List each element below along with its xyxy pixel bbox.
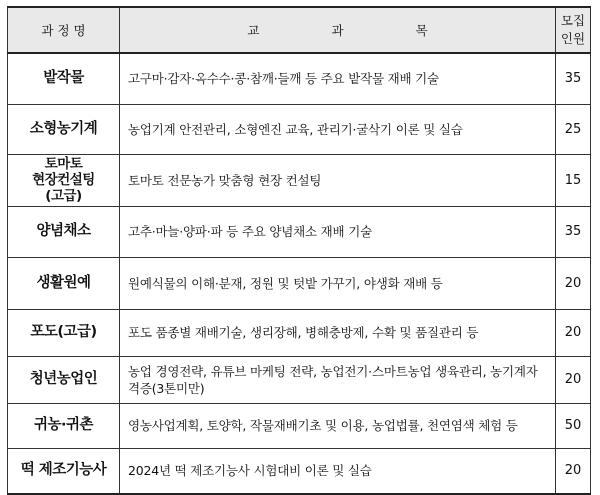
table-header-row <box>8 7 591 53</box>
course-subject: 농업 경영전략, 유튜브 마케팅 전략, 농업전기·스마트농업 생육관리, 농기계자격증(3톤미만) <box>120 356 556 403</box>
header-recruits-line1: 모집 <box>560 13 586 28</box>
recruit-count: 20 <box>556 356 591 403</box>
course-name: 소형농기계 <box>8 104 120 154</box>
course-table-container <box>7 6 590 495</box>
table-row <box>8 53 591 104</box>
course-subject: 고구마·감자·옥수수·콩·참깨·들깨 등 주요 밭작물 재배 기술 <box>120 53 556 104</box>
table-row <box>8 257 591 309</box>
header-recruits-line2: 인원 <box>560 31 586 46</box>
table-row <box>8 356 591 403</box>
course-name: 귀농·귀촌 <box>8 403 120 448</box>
course-subject: 고추·마늘·양파·파 등 주요 양념채소 재배 기술 <box>120 206 556 257</box>
recruit-count: 20 <box>556 257 591 309</box>
recruit-count: 15 <box>556 154 591 206</box>
recruit-count: 20 <box>556 448 591 494</box>
table-row <box>8 154 591 206</box>
course-subject: 포도 품종별 재배기술, 생리장해, 병해충방제, 수확 및 품질관리 등 <box>120 309 556 356</box>
course-name: 청년농업인 <box>8 356 120 403</box>
header-recruits <box>556 7 591 53</box>
course-name: 양념채소 <box>8 206 120 257</box>
course-name: 생활원예 <box>8 257 120 309</box>
header-subject-label: 교 과 목 <box>247 23 462 38</box>
course-subject: 농업기계 안전관리, 소형엔진 교육, 관리기·굴삭기 이론 및 실습 <box>120 104 556 154</box>
course-subject: 원예식물의 이해·분재, 정원 및 텃밭 가꾸기, 야생화 재배 등 <box>120 257 556 309</box>
recruit-count: 50 <box>556 403 591 448</box>
recruit-count: 20 <box>556 309 591 356</box>
table-row <box>8 206 591 257</box>
course-table <box>7 6 591 495</box>
course-name: 포도(고급) <box>8 309 120 356</box>
course-subject: 토마토 전문농가 맞춤형 현장 컨설팅 <box>120 154 556 206</box>
table-row <box>8 104 591 154</box>
course-name: 떡 제조기능사 <box>8 448 120 494</box>
recruit-count: 35 <box>556 206 591 257</box>
header-subject <box>120 7 556 53</box>
recruit-count: 35 <box>556 53 591 104</box>
course-name: 밭작물 <box>8 53 120 104</box>
header-course-name: 과 정 명 <box>8 7 120 53</box>
table-row <box>8 403 591 448</box>
course-subject: 2024년 떡 제조기능사 시험대비 이론 및 실습 <box>120 448 556 494</box>
table-row <box>8 309 591 356</box>
course-name: 토마토 현장컨설팅 (고급) <box>8 154 120 206</box>
course-subject: 영농사업계획, 토양학, 작물재배기초 및 이용, 농업법률, 천연염색 체험 등 <box>120 403 556 448</box>
table-row <box>8 448 591 494</box>
recruit-count: 25 <box>556 104 591 154</box>
